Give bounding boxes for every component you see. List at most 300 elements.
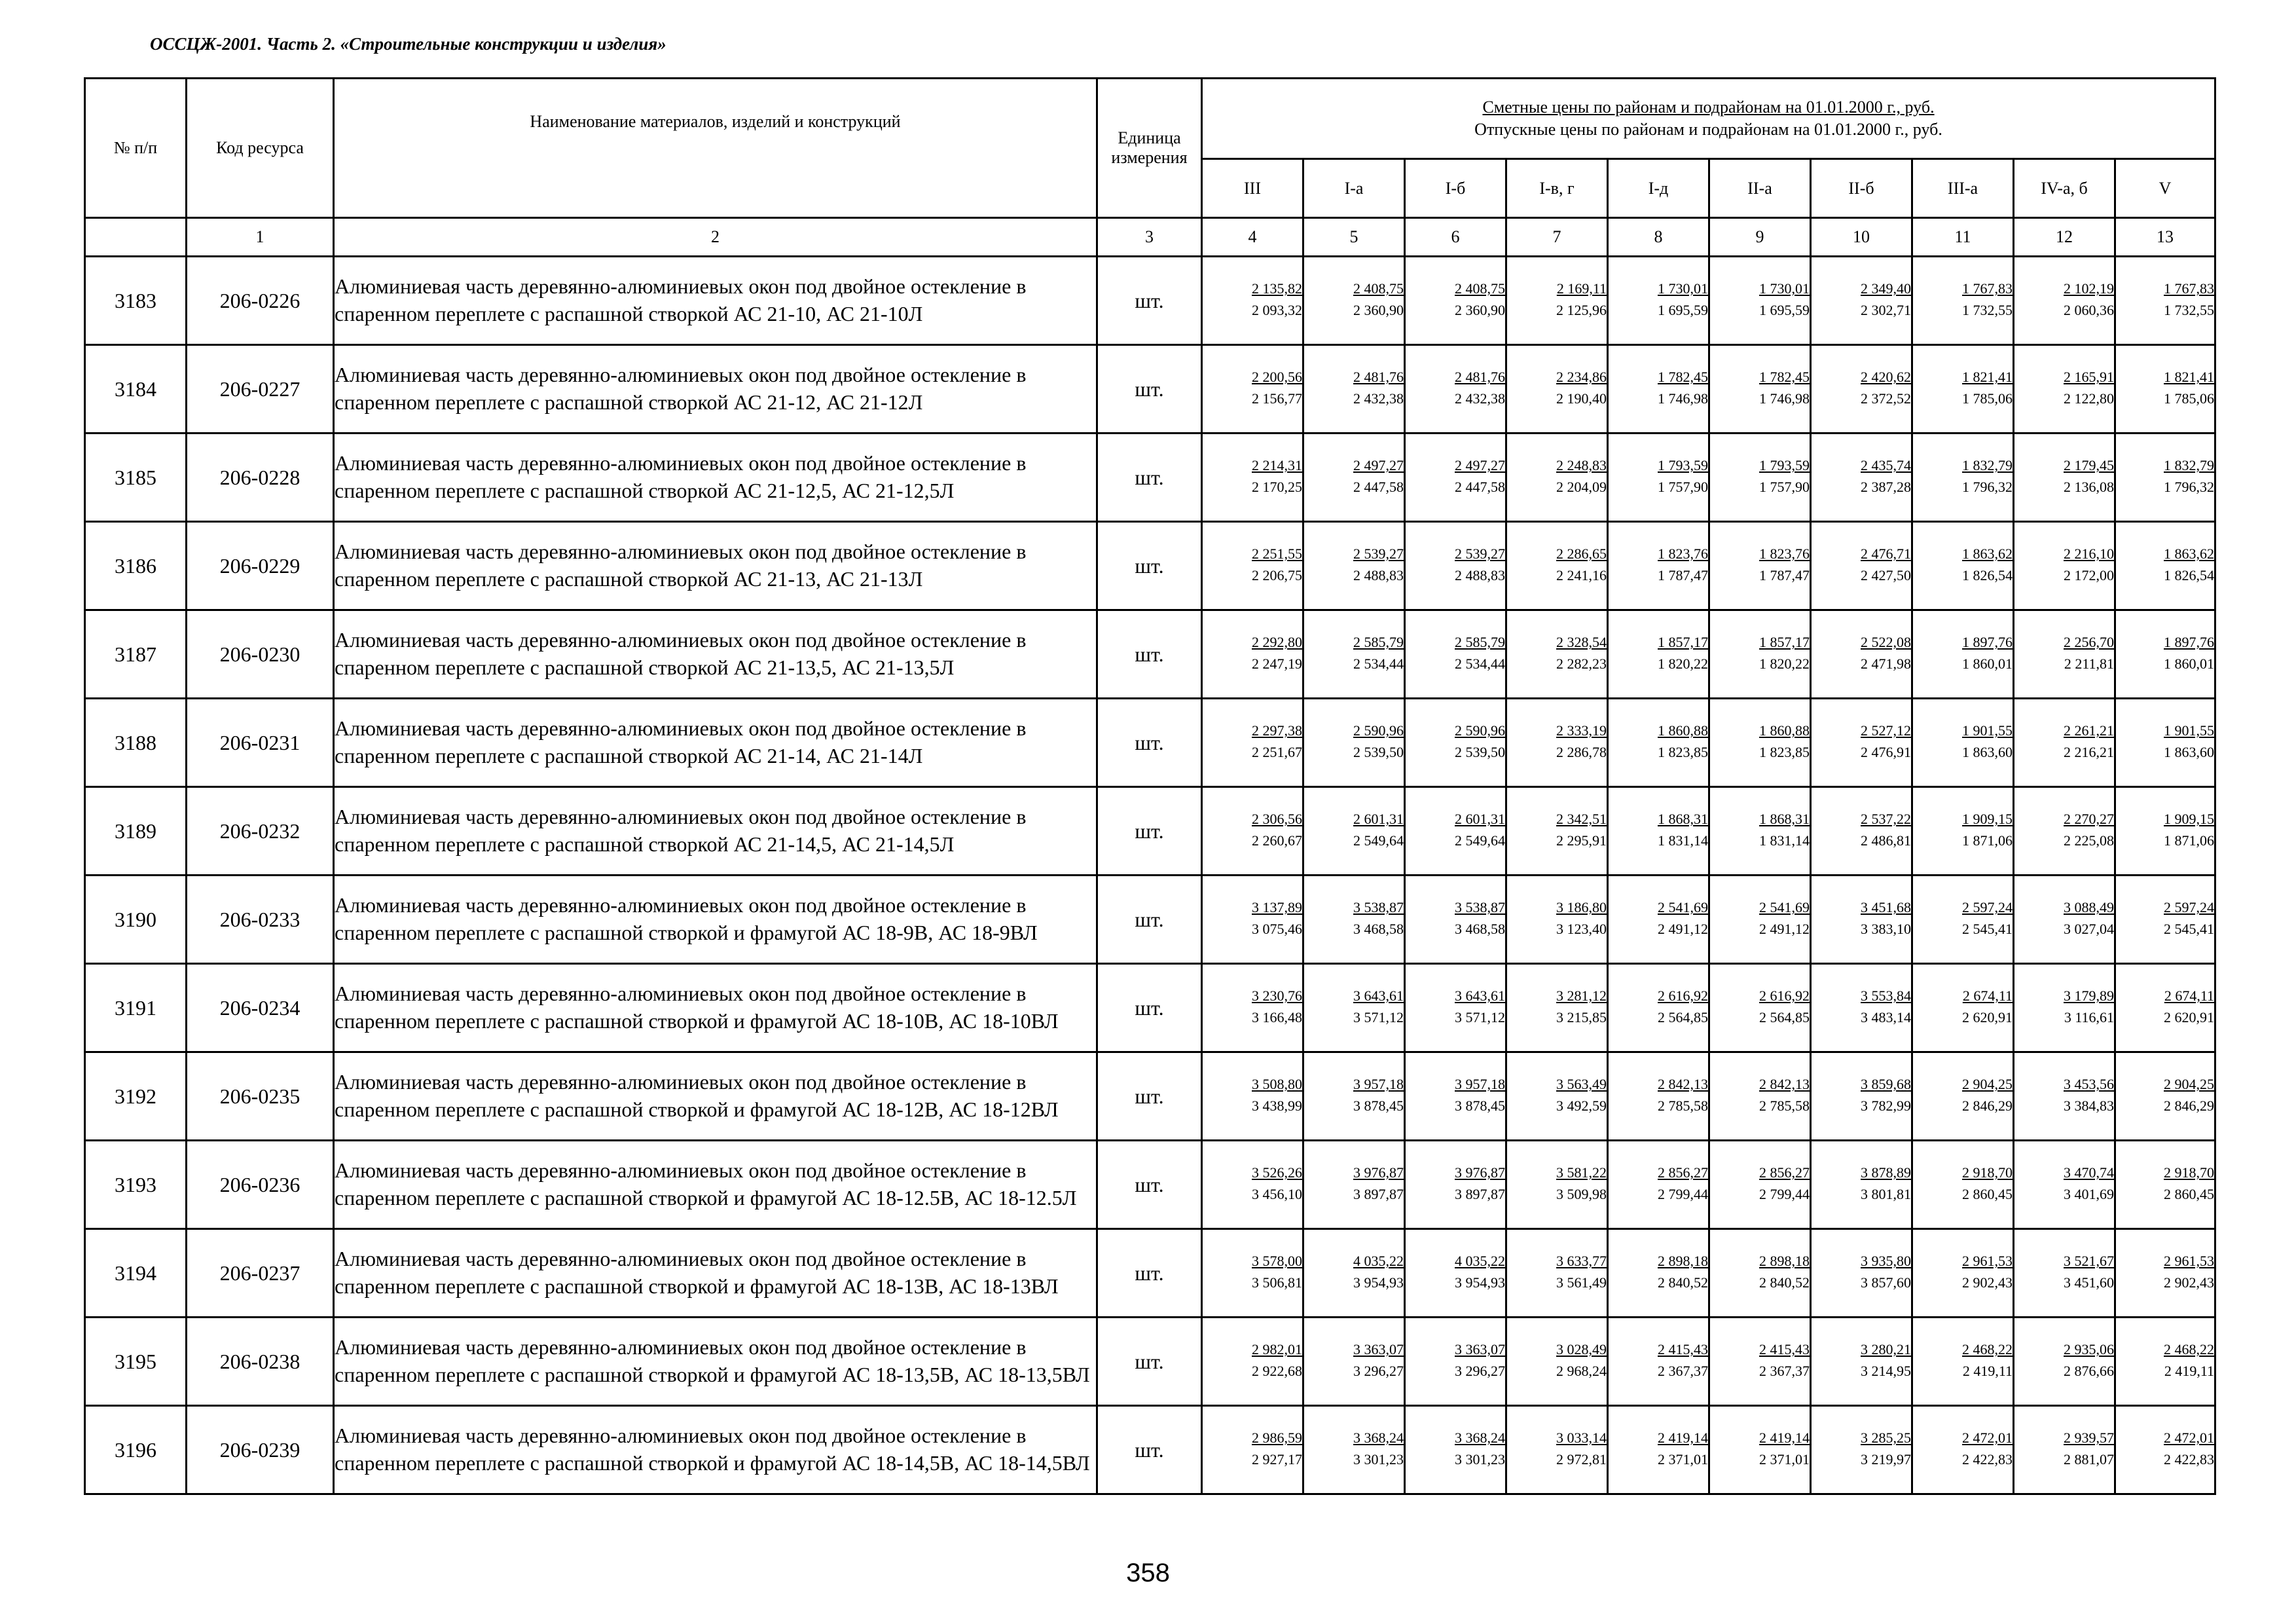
estimated-price: 1 832,79 bbox=[1962, 457, 2013, 474]
header-code: Код ресурса bbox=[187, 79, 334, 218]
unit-of-measure: шт. bbox=[1097, 964, 1202, 1052]
row-index: 3191 bbox=[85, 964, 187, 1052]
page-number: 358 bbox=[1126, 1559, 1170, 1587]
resource-code: 206-0231 bbox=[187, 699, 334, 787]
price-cell bbox=[1912, 699, 2014, 787]
region-header: I-б bbox=[1405, 159, 1506, 218]
release-price: 3 483,14 bbox=[1861, 1008, 1911, 1025]
release-price: 3 468,58 bbox=[1455, 920, 1505, 937]
release-price: 2 387,28 bbox=[1861, 478, 1911, 495]
price-cell bbox=[2115, 1229, 2215, 1318]
release-price: 2 156,77 bbox=[1252, 390, 1302, 407]
release-price: 1 757,90 bbox=[1658, 478, 1708, 495]
table-row bbox=[85, 1141, 2215, 1229]
price-cell bbox=[2115, 1052, 2215, 1141]
price-cell bbox=[1811, 522, 1912, 610]
estimated-price: 2 408,75 bbox=[1455, 280, 1505, 297]
material-name: Алюминиевая часть деревянно-алюминиевых окон под двойное остекление в спаренном переплете с распашной створкой и фрамугой АС 18-10В, АС 18-10ВЛ bbox=[334, 964, 1097, 1052]
region-header: II-а bbox=[1709, 159, 1811, 218]
release-price: 2 471,98 bbox=[1861, 655, 1911, 672]
estimated-price: 3 281,12 bbox=[1556, 987, 1607, 1005]
column-number: 1 bbox=[187, 218, 334, 257]
release-price: 2 488,83 bbox=[1353, 566, 1404, 583]
estimated-price: 1 730,01 bbox=[1658, 280, 1708, 297]
release-price: 2 902,43 bbox=[2164, 1274, 2215, 1291]
price-cell bbox=[2014, 699, 2115, 787]
estimated-price: 1 767,83 bbox=[1962, 280, 2013, 297]
region-header: V bbox=[2115, 159, 2215, 218]
price-cell bbox=[2014, 434, 2115, 522]
estimated-price: 3 526,26 bbox=[1252, 1164, 1302, 1181]
row-index: 3196 bbox=[85, 1406, 187, 1494]
release-price: 3 897,87 bbox=[1353, 1185, 1404, 1202]
table-row bbox=[85, 964, 2215, 1052]
estimated-price: 3 581,22 bbox=[1556, 1164, 1607, 1181]
material-name: Алюминиевая часть деревянно-алюминиевых окон под двойное остекление в спаренном переплете с распашной створкой и фрамугой АС 18-13В, АС 18-13ВЛ bbox=[334, 1229, 1097, 1318]
estimated-price: 1 863,62 bbox=[1962, 545, 2013, 563]
release-price: 3 954,93 bbox=[1455, 1274, 1505, 1291]
price-cell bbox=[1303, 1318, 1405, 1406]
estimated-price: 2 522,08 bbox=[1861, 634, 1911, 651]
header-unit: Единица измерения bbox=[1097, 79, 1202, 218]
price-cell bbox=[1506, 434, 1608, 522]
estimated-price: 3 643,61 bbox=[1455, 987, 1505, 1005]
price-cell bbox=[1405, 1052, 1506, 1141]
release-price: 2 371,01 bbox=[1658, 1450, 1708, 1467]
resource-code: 206-0232 bbox=[187, 787, 334, 876]
release-price: 1 820,22 bbox=[1658, 655, 1708, 672]
price-cell bbox=[1709, 1318, 1811, 1406]
estimated-price: 2 481,76 bbox=[1353, 369, 1404, 386]
release-price: 2 840,52 bbox=[1658, 1274, 1708, 1291]
release-price: 3 878,45 bbox=[1455, 1097, 1505, 1114]
release-price: 2 564,85 bbox=[1759, 1008, 1810, 1025]
estimated-price: 2 856,27 bbox=[1759, 1164, 1810, 1181]
estimated-price: 2 261,21 bbox=[2064, 722, 2114, 739]
price-cell bbox=[2014, 964, 2115, 1052]
estimated-price: 2 585,79 bbox=[1455, 634, 1505, 651]
estimated-price: 2 842,13 bbox=[1759, 1076, 1810, 1093]
table-row bbox=[85, 1229, 2215, 1318]
estimated-price: 1 782,45 bbox=[1759, 369, 1810, 386]
estimated-price: 2 408,75 bbox=[1353, 280, 1404, 297]
price-cell bbox=[2014, 1141, 2115, 1229]
price-cell bbox=[2014, 876, 2115, 964]
price-cell bbox=[1405, 1229, 1506, 1318]
row-index: 3195 bbox=[85, 1318, 187, 1406]
estimated-price: 2 904,25 bbox=[1962, 1076, 2013, 1093]
release-price: 3 401,69 bbox=[2064, 1185, 2114, 1202]
estimated-price: 2 842,13 bbox=[1658, 1076, 1708, 1093]
price-cell bbox=[1709, 610, 1811, 699]
price-cell bbox=[2014, 1052, 2115, 1141]
release-price: 3 801,81 bbox=[1861, 1185, 1911, 1202]
price-cell bbox=[1506, 964, 1608, 1052]
release-price: 2 860,45 bbox=[2164, 1185, 2215, 1202]
estimated-price: 3 563,49 bbox=[1556, 1076, 1607, 1093]
resource-code: 206-0228 bbox=[187, 434, 334, 522]
price-cell bbox=[1608, 787, 1709, 876]
material-name: Алюминиевая часть деревянно-алюминиевых окон под двойное остекление в спаренном переплете с распашной створкой АС 21-13,5, АС 21-13,5Л bbox=[334, 610, 1097, 699]
estimated-price: 2 674,11 bbox=[2164, 987, 2215, 1005]
estimated-price: 3 230,76 bbox=[1252, 987, 1302, 1005]
estimated-price: 3 578,00 bbox=[1252, 1253, 1302, 1270]
release-price: 2 060,36 bbox=[2064, 301, 2114, 318]
estimated-price: 2 292,80 bbox=[1252, 634, 1302, 651]
price-cell bbox=[1506, 257, 1608, 345]
release-price: 3 296,27 bbox=[1353, 1362, 1404, 1379]
estimated-price: 2 306,56 bbox=[1252, 811, 1302, 828]
release-price: 2 476,91 bbox=[1861, 743, 1911, 760]
resource-code: 206-0238 bbox=[187, 1318, 334, 1406]
estimated-price: 3 538,87 bbox=[1353, 899, 1404, 916]
estimated-price: 2 982,01 bbox=[1252, 1341, 1302, 1358]
price-cell bbox=[1303, 610, 1405, 699]
price-cell bbox=[1912, 1052, 2014, 1141]
header-idx: № п/п bbox=[85, 79, 187, 218]
estimated-price: 1 901,55 bbox=[2164, 722, 2215, 739]
price-cell bbox=[1405, 345, 1506, 434]
release-price: 1 831,14 bbox=[1658, 832, 1708, 849]
release-price: 2 860,45 bbox=[1962, 1185, 2013, 1202]
unit-of-measure: шт. bbox=[1097, 1318, 1202, 1406]
estimated-price: 1 821,41 bbox=[2164, 369, 2215, 386]
resource-code: 206-0235 bbox=[187, 1052, 334, 1141]
estimated-price: 3 028,49 bbox=[1556, 1341, 1607, 1358]
release-price: 3 509,98 bbox=[1556, 1185, 1607, 1202]
estimated-price: 2 904,25 bbox=[2164, 1076, 2215, 1093]
release-price: 2 372,52 bbox=[1861, 390, 1911, 407]
estimated-price: 2 333,19 bbox=[1556, 722, 1607, 739]
table-row bbox=[85, 1406, 2215, 1494]
table-row bbox=[85, 1052, 2215, 1141]
release-price: 1 732,55 bbox=[2164, 301, 2215, 318]
release-price: 3 075,46 bbox=[1252, 920, 1302, 937]
column-number: 13 bbox=[2115, 218, 2215, 257]
region-header: IV-а, б bbox=[2014, 159, 2115, 218]
price-cell bbox=[2014, 1229, 2115, 1318]
estimated-price: 1 868,31 bbox=[1658, 811, 1708, 828]
price-cell bbox=[2115, 257, 2215, 345]
price-cell bbox=[1506, 876, 1608, 964]
price-cell bbox=[2115, 1406, 2215, 1494]
price-cell bbox=[1811, 1406, 1912, 1494]
region-header: II-б bbox=[1811, 159, 1912, 218]
release-price: 2 204,09 bbox=[1556, 478, 1607, 495]
release-price: 1 826,54 bbox=[1962, 566, 2013, 583]
release-price: 2 799,44 bbox=[1658, 1185, 1708, 1202]
price-cell bbox=[2115, 610, 2215, 699]
price-cell bbox=[1811, 699, 1912, 787]
release-price: 3 782,99 bbox=[1861, 1097, 1911, 1114]
resource-code: 206-0236 bbox=[187, 1141, 334, 1229]
row-index: 3183 bbox=[85, 257, 187, 345]
release-price: 1 831,14 bbox=[1759, 832, 1810, 849]
row-index: 3187 bbox=[85, 610, 187, 699]
price-cell bbox=[1608, 434, 1709, 522]
material-name: Алюминиевая часть деревянно-алюминиевых окон под двойное остекление в спаренном переплете с распашной створкой и фрамугой АС 18-13,5В, АС 18-13,5ВЛ bbox=[334, 1318, 1097, 1406]
price-cell bbox=[1811, 434, 1912, 522]
price-cell bbox=[1811, 1318, 1912, 1406]
price-cell bbox=[1608, 257, 1709, 345]
resource-code: 206-0226 bbox=[187, 257, 334, 345]
estimated-price: 1 793,59 bbox=[1658, 457, 1708, 474]
price-cell bbox=[2014, 787, 2115, 876]
price-cell bbox=[1405, 434, 1506, 522]
release-price: 2 922,68 bbox=[1252, 1362, 1302, 1379]
release-price: 2 432,38 bbox=[1353, 390, 1404, 407]
release-price: 2 206,75 bbox=[1252, 566, 1302, 583]
release-price: 2 211,81 bbox=[2064, 655, 2114, 672]
price-cell bbox=[1303, 257, 1405, 345]
release-price: 3 954,93 bbox=[1353, 1274, 1404, 1291]
estimated-price: 3 878,89 bbox=[1861, 1164, 1911, 1181]
release-price: 2 295,91 bbox=[1556, 832, 1607, 849]
estimated-price: 2 270,27 bbox=[2064, 811, 2114, 828]
estimated-price: 1 832,79 bbox=[2164, 457, 2215, 474]
price-cell bbox=[1405, 787, 1506, 876]
price-cell bbox=[2014, 257, 2115, 345]
price-cell bbox=[1811, 1052, 1912, 1141]
release-price: 2 539,50 bbox=[1353, 743, 1404, 760]
price-cell bbox=[1608, 876, 1709, 964]
price-cell bbox=[1303, 1141, 1405, 1229]
price-cell bbox=[2115, 345, 2215, 434]
unit-of-measure: шт. bbox=[1097, 1406, 1202, 1494]
estimated-price: 1 793,59 bbox=[1759, 457, 1810, 474]
release-price: 1 695,59 bbox=[1658, 301, 1708, 318]
release-price: 2 620,91 bbox=[1962, 1008, 2013, 1025]
price-cell bbox=[1303, 787, 1405, 876]
price-cell bbox=[1506, 699, 1608, 787]
column-number: 9 bbox=[1709, 218, 1811, 257]
release-price: 3 296,27 bbox=[1455, 1362, 1505, 1379]
estimated-price: 1 730,01 bbox=[1759, 280, 1810, 297]
release-price: 1 787,47 bbox=[1759, 566, 1810, 583]
estimated-price: 2 481,76 bbox=[1455, 369, 1505, 386]
estimated-price: 2 601,31 bbox=[1455, 811, 1505, 828]
release-price: 2 534,44 bbox=[1455, 655, 1505, 672]
price-cell bbox=[1811, 1229, 1912, 1318]
release-price: 3 116,61 bbox=[2064, 1008, 2114, 1025]
estimated-price: 2 527,12 bbox=[1861, 722, 1911, 739]
estimated-price: 1 782,45 bbox=[1658, 369, 1708, 386]
release-price: 2 491,12 bbox=[1759, 920, 1810, 937]
price-cell bbox=[1506, 1229, 1608, 1318]
release-price: 2 881,07 bbox=[2064, 1450, 2114, 1467]
release-price: 3 027,04 bbox=[2064, 920, 2114, 937]
resource-code: 206-0239 bbox=[187, 1406, 334, 1494]
estimated-price: 3 280,21 bbox=[1861, 1341, 1911, 1358]
release-price: 3 571,12 bbox=[1353, 1008, 1404, 1025]
price-cell bbox=[2115, 787, 2215, 876]
estimated-price: 4 035,22 bbox=[1353, 1253, 1404, 1270]
price-cell bbox=[1912, 876, 2014, 964]
price-cell bbox=[1608, 699, 1709, 787]
release-price: 1 820,22 bbox=[1759, 655, 1810, 672]
release-price: 2 799,44 bbox=[1759, 1185, 1810, 1202]
release-price: 1 746,98 bbox=[1759, 390, 1810, 407]
region-header: I-а bbox=[1303, 159, 1405, 218]
row-index: 3194 bbox=[85, 1229, 187, 1318]
price-cell bbox=[1709, 1406, 1811, 1494]
release-price: 2 367,37 bbox=[1759, 1362, 1810, 1379]
estimated-price: 2 616,92 bbox=[1759, 987, 1810, 1005]
estimated-price: 2 674,11 bbox=[1962, 987, 2013, 1005]
table-row bbox=[85, 434, 2215, 522]
price-cell bbox=[1303, 434, 1405, 522]
estimated-price: 2 200,56 bbox=[1252, 369, 1302, 386]
release-price: 1 757,90 bbox=[1759, 478, 1810, 495]
column-number: 5 bbox=[1303, 218, 1405, 257]
estimated-price: 2 961,53 bbox=[1962, 1253, 2013, 1270]
release-price: 1 796,32 bbox=[2164, 478, 2215, 495]
price-cell bbox=[2115, 964, 2215, 1052]
estimated-price: 1 823,76 bbox=[1759, 545, 1810, 563]
price-cell bbox=[1405, 610, 1506, 699]
release-price: 3 456,10 bbox=[1252, 1185, 1302, 1202]
estimated-price: 4 035,22 bbox=[1455, 1253, 1505, 1270]
column-number: 7 bbox=[1506, 218, 1608, 257]
release-price: 2 125,96 bbox=[1556, 301, 1607, 318]
price-cell bbox=[1811, 610, 1912, 699]
release-price: 3 561,49 bbox=[1556, 1274, 1607, 1291]
release-price: 3 897,87 bbox=[1455, 1185, 1505, 1202]
row-index: 3189 bbox=[85, 787, 187, 876]
unit-of-measure: шт. bbox=[1097, 434, 1202, 522]
row-index: 3190 bbox=[85, 876, 187, 964]
estimated-price: 2 328,54 bbox=[1556, 634, 1607, 651]
material-name: Алюминиевая часть деревянно-алюминиевых окон под двойное остекление в спаренном переплете с распашной створкой АС 21-10, АС 21-10Л bbox=[334, 257, 1097, 345]
estimated-price: 2 616,92 bbox=[1658, 987, 1708, 1005]
price-cell bbox=[1506, 1141, 1608, 1229]
price-cell bbox=[1506, 522, 1608, 610]
estimated-price: 2 986,59 bbox=[1252, 1430, 1302, 1447]
region-header: III bbox=[1202, 159, 1303, 218]
row-index: 3186 bbox=[85, 522, 187, 610]
price-cell bbox=[1709, 787, 1811, 876]
material-name: Алюминиевая часть деревянно-алюминиевых окон под двойное остекление в спаренном переплете с распашной створкой АС 21-14,5, АС 21-14,5Л bbox=[334, 787, 1097, 876]
estimated-price: 3 363,07 bbox=[1455, 1341, 1505, 1358]
release-price: 2 432,38 bbox=[1455, 390, 1505, 407]
price-cell bbox=[1608, 610, 1709, 699]
release-price: 3 878,45 bbox=[1353, 1097, 1404, 1114]
estimated-price: 2 248,83 bbox=[1556, 457, 1607, 474]
release-price: 3 166,48 bbox=[1252, 1008, 1302, 1025]
price-cell bbox=[1506, 1406, 1608, 1494]
release-price: 2 927,17 bbox=[1252, 1450, 1302, 1467]
release-price: 2 620,91 bbox=[2164, 1008, 2215, 1025]
estimated-price: 2 541,69 bbox=[1658, 899, 1708, 916]
release-price: 2 564,85 bbox=[1658, 1008, 1708, 1025]
release-price: 3 468,58 bbox=[1353, 920, 1404, 937]
release-price: 1 860,01 bbox=[1962, 655, 2013, 672]
estimated-price: 3 363,07 bbox=[1353, 1341, 1404, 1358]
price-cell bbox=[1709, 434, 1811, 522]
release-price: 2 190,40 bbox=[1556, 390, 1607, 407]
material-name: Алюминиевая часть деревянно-алюминиевых окон под двойное остекление в спаренном переплете с распашной створкой и фрамугой АС 18-9В, АС 18-9ВЛ bbox=[334, 876, 1097, 964]
estimated-price: 2 597,24 bbox=[2164, 899, 2215, 916]
release-price: 2 427,50 bbox=[1861, 566, 1911, 583]
release-price: 2 136,08 bbox=[2064, 478, 2114, 495]
estimated-price: 2 539,27 bbox=[1353, 545, 1404, 563]
release-price: 2 093,32 bbox=[1252, 301, 1302, 318]
price-cell bbox=[1303, 699, 1405, 787]
estimated-price: 3 451,68 bbox=[1861, 899, 1911, 916]
table-row bbox=[85, 1318, 2215, 1406]
price-cell bbox=[1506, 610, 1608, 699]
estimated-price: 1 909,15 bbox=[1962, 811, 2013, 828]
price-cell bbox=[1709, 1229, 1811, 1318]
estimated-price: 3 643,61 bbox=[1353, 987, 1404, 1005]
release-price: 2 785,58 bbox=[1759, 1097, 1810, 1114]
release-price: 2 260,67 bbox=[1252, 832, 1302, 849]
estimated-price: 1 767,83 bbox=[2164, 280, 2215, 297]
release-price: 2 447,58 bbox=[1353, 478, 1404, 495]
release-price: 1 826,54 bbox=[2164, 566, 2215, 583]
estimated-price: 2 585,79 bbox=[1353, 634, 1404, 651]
price-cell bbox=[1202, 964, 1303, 1052]
row-index: 3185 bbox=[85, 434, 187, 522]
estimated-price: 2 179,45 bbox=[2064, 457, 2114, 474]
material-name: Алюминиевая часть деревянно-алюминиевых окон под двойное остекление в спаренном переплете с распашной створкой и фрамугой АС 18-14,5В, АС 18-14,5ВЛ bbox=[334, 1406, 1097, 1494]
release-price: 2 486,81 bbox=[1861, 832, 1911, 849]
release-price: 1 695,59 bbox=[1759, 301, 1810, 318]
price-cell bbox=[1709, 257, 1811, 345]
estimated-price: 2 537,22 bbox=[1861, 811, 1911, 828]
row-index: 3193 bbox=[85, 1141, 187, 1229]
estimated-price: 2 349,40 bbox=[1861, 280, 1911, 297]
price-cell bbox=[1202, 787, 1303, 876]
estimated-price: 2 419,14 bbox=[1759, 1430, 1810, 1447]
price-cell bbox=[1709, 522, 1811, 610]
estimated-price: 3 368,24 bbox=[1353, 1430, 1404, 1447]
material-name: Алюминиевая часть деревянно-алюминиевых окон под двойное остекление в спаренном переплете с распашной створкой и фрамугой АС 18-12.5В, АС 18-12.5Л bbox=[334, 1141, 1097, 1229]
table-row bbox=[85, 522, 2215, 610]
estimated-price: 2 286,65 bbox=[1556, 545, 1607, 563]
estimated-price: 1 909,15 bbox=[2164, 811, 2215, 828]
estimated-price: 1 860,88 bbox=[1658, 722, 1708, 739]
estimated-price: 3 179,89 bbox=[2064, 987, 2114, 1005]
unit-of-measure: шт. bbox=[1097, 1229, 1202, 1318]
estimated-price: 2 497,27 bbox=[1455, 457, 1505, 474]
price-cell bbox=[1405, 1141, 1506, 1229]
release-price: 2 286,78 bbox=[1556, 743, 1607, 760]
estimated-price: 1 901,55 bbox=[1962, 722, 2013, 739]
release-price: 2 419,11 bbox=[2164, 1362, 2215, 1379]
estimated-price: 2 935,06 bbox=[2064, 1341, 2114, 1358]
release-price: 1 796,32 bbox=[1962, 478, 2013, 495]
release-price: 2 549,64 bbox=[1353, 832, 1404, 849]
estimated-price: 2 961,53 bbox=[2164, 1253, 2215, 1270]
estimated-price: 3 553,84 bbox=[1861, 987, 1911, 1005]
table-body bbox=[85, 257, 2215, 1494]
region-header: I-в, г bbox=[1506, 159, 1608, 218]
release-price: 2 846,29 bbox=[2164, 1097, 2215, 1114]
price-table bbox=[84, 77, 2216, 1495]
price-cell bbox=[1303, 876, 1405, 964]
release-price: 2 367,37 bbox=[1658, 1362, 1708, 1379]
release-price: 2 282,23 bbox=[1556, 655, 1607, 672]
estimated-price: 2 472,01 bbox=[2164, 1430, 2215, 1447]
column-number: 12 bbox=[2014, 218, 2115, 257]
unit-of-measure: шт. bbox=[1097, 1052, 1202, 1141]
price-cell bbox=[1709, 699, 1811, 787]
resource-code: 206-0237 bbox=[187, 1229, 334, 1318]
price-cell bbox=[2014, 1318, 2115, 1406]
price-cell bbox=[1709, 964, 1811, 1052]
price-cell bbox=[1912, 610, 2014, 699]
